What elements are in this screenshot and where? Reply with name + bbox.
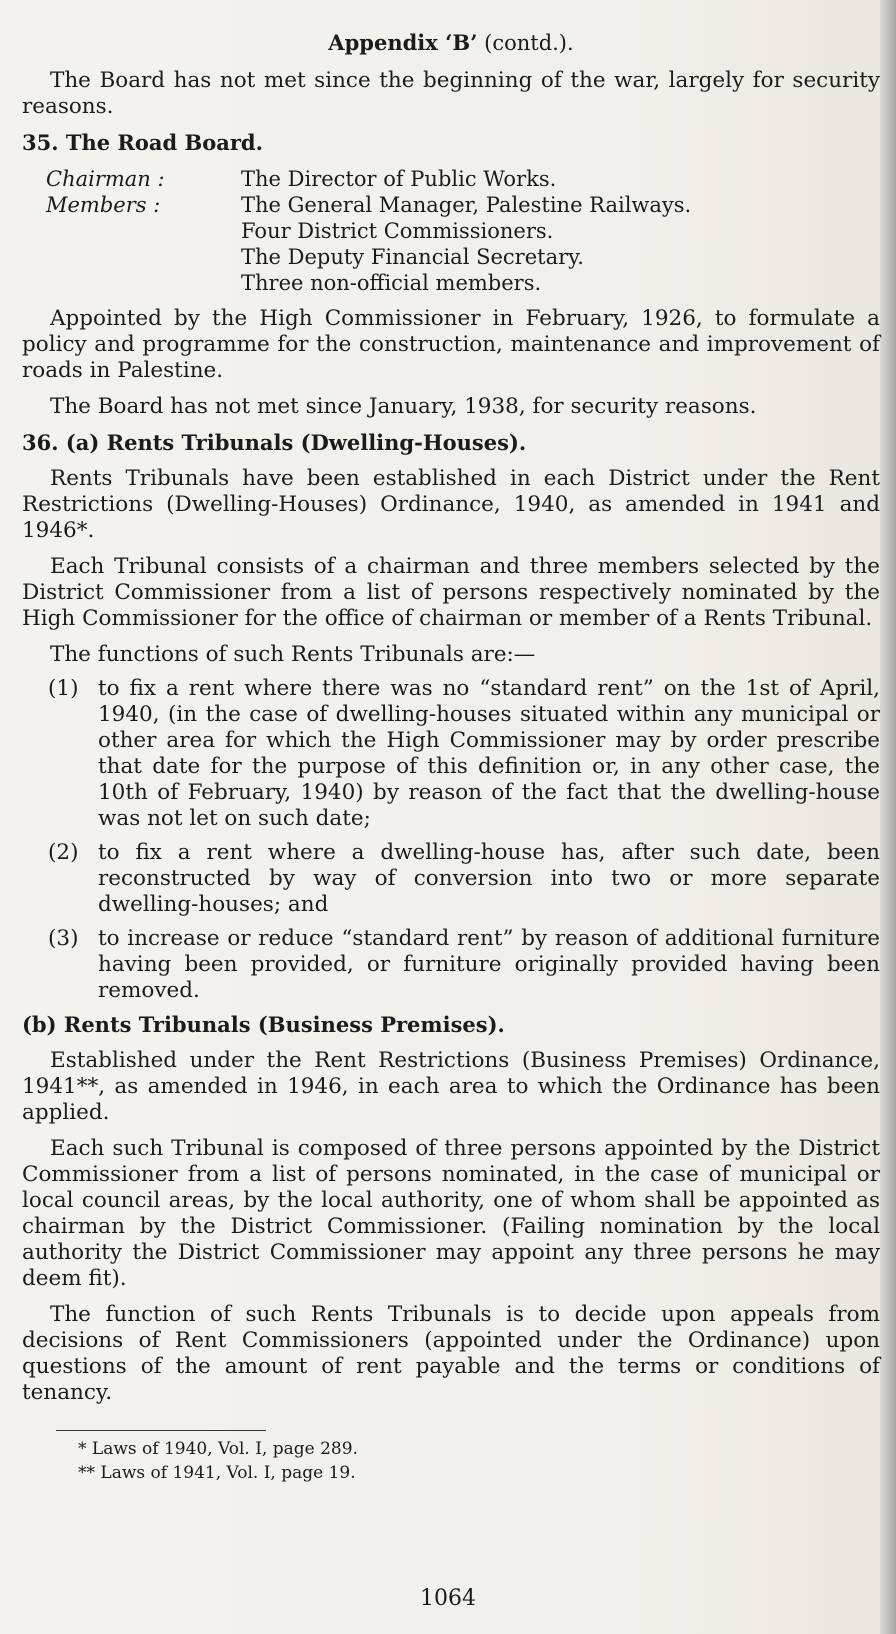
- table-row: [46, 270, 691, 296]
- functions-list-intro: The functions of such Rents Tribunals are:—: [50, 642, 536, 667]
- title-bold: Appendix ‘B’: [328, 30, 478, 55]
- list-item: [22, 926, 880, 1004]
- table-row: [46, 244, 691, 270]
- role-value: The Deputy Financial Secretary.: [241, 245, 584, 269]
- section-36b-heading: (b) Rents Tribunals (Business Premises).: [22, 1012, 505, 1037]
- list-item: [22, 840, 880, 918]
- list-item-number: (2): [48, 840, 79, 865]
- title-rest: (contd.).: [477, 31, 574, 55]
- list-item-text: to increase or reduce “standard rent” by reason of additional furniture having been provided, or furniture originally provided having been removed.: [98, 926, 880, 1003]
- role-label: [46, 270, 241, 296]
- section-36b-paragraph-3: The function of such Rents Tribunals is to decide upon appeals from decisions of Rent Commissioners (appointed under the Ordinance) upon questions of the amount of rent payable and the terms or conditions of tenancy.: [22, 1302, 880, 1405]
- list-item-number: (3): [48, 926, 79, 951]
- section-36b-paragraph-2: Each such Tribunal is composed of three persons appointed by the District Commissioner from a list of persons nominated, in the case of municipal or local council areas, by the local authority, one of whom shall be appointed as chairman by the District Commissioner. (Failing nomination by the local authority the District Commissioner may appoint any three persons he may deem fit).: [22, 1136, 880, 1291]
- intro-paragraph: The Board has not met since the beginning of the war, largely for security reasons.: [22, 68, 880, 119]
- role-label: Chairman :: [46, 167, 165, 191]
- page-title: [22, 30, 880, 56]
- page-edge-shadow: [880, 0, 896, 1634]
- section-35-heading: 35. The Road Board.: [22, 130, 263, 155]
- table-row: [46, 218, 691, 244]
- role-label: [46, 218, 241, 244]
- section-36a-paragraph-1: Rents Tribunals have been established in each District under the Rent Restrictions (Dwelling-Houses) Ordinance, 1940, as amended in 1941 and 1946*.: [22, 466, 880, 543]
- section-35-paragraph-2: The Board has not met since January, 1938, for security reasons.: [50, 394, 757, 419]
- role-value: Four District Commissioners.: [241, 219, 554, 243]
- role-label: [46, 244, 241, 270]
- footnote-2: ** Laws of 1941, Vol. I, page 19.: [78, 1463, 356, 1483]
- list-item-text: to fix a rent where there was no “standard rent” on the 1st of April, 1940, (in the case of dwelling-houses situated within any municipal or other area for which the High Commissioner may by order prescribe that date for the purpose of this definition or, in any other case, the 10th of February, 1940) by reason of the fact that the dwelling-house was not let on such date;: [98, 676, 880, 831]
- section-35-paragraph-1: Appointed by the High Commissioner in February, 1926, to formulate a policy and programme for the construction, maintenance and improvement of roads in Palestine.: [22, 306, 880, 383]
- role-value: Three non-official members.: [241, 271, 542, 295]
- road-board-members-table: [46, 166, 691, 296]
- table-row: [46, 192, 691, 218]
- list-item-text: to fix a rent where a dwelling-house has, after such date, been reconstructed by way of conversion into two or more separate dwelling-houses; and: [98, 840, 880, 917]
- list-item: [22, 676, 880, 832]
- footnote-divider: [56, 1430, 266, 1431]
- section-36a-heading: 36. (a) Rents Tribunals (Dwelling-Houses).: [22, 430, 527, 455]
- role-value: The General Manager, Palestine Railways.: [241, 193, 692, 217]
- list-item-number: (1): [48, 676, 79, 701]
- role-value: The Director of Public Works.: [241, 167, 557, 191]
- section-36a-paragraph-2: Each Tribunal consists of a chairman and three members selected by the District Commissioner from a list of persons respectively nominated by the High Commissioner for the office of chairman or member of a Rents Tribunal.: [22, 554, 880, 631]
- section-36b-paragraph-1: Established under the Rent Restrictions (Business Premises) Ordinance, 1941**, as amended in 1946, in each area to which the Ordinance has been applied.: [22, 1048, 880, 1125]
- page-number: 1064: [420, 1586, 476, 1611]
- table-row: [46, 166, 691, 192]
- document-body: [22, 30, 880, 1485]
- footnote-1: * Laws of 1940, Vol. I, page 289.: [78, 1439, 358, 1459]
- role-label: Members :: [46, 193, 161, 217]
